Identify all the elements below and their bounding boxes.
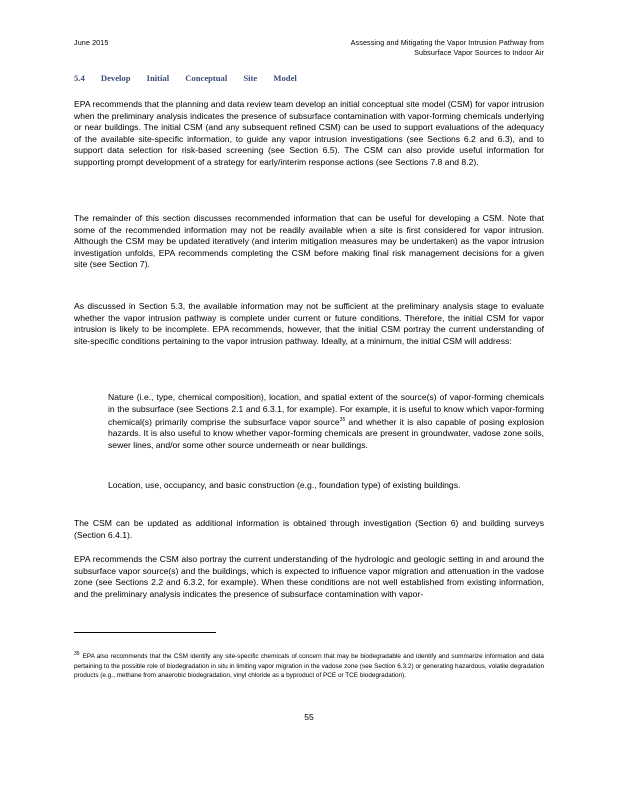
section-heading: 5.4 Develop Initial Conceptual Site Model	[74, 73, 297, 83]
bullet-marker	[74, 392, 108, 451]
bullet-item-building-location	[74, 480, 544, 492]
bullet-marker	[74, 480, 108, 492]
paragraph-csm-updates: The CSM can be updated as additional information is obtained through investigation (Section 6) and building surveys (Section 6.4.1).	[74, 518, 544, 540]
header-title-line-1: Assessing and Mitigating the Vapor Intrusion Pathway from	[350, 38, 544, 47]
paragraph-csm-remainder: The remainder of this section discusses recommended information that can be useful for developing a CSM. Note that some of the recommended information may not be readily available when a site is first considered for vapor intrusion. Although the CSM may be updated iteratively (and interim mitigation measures may be undertaken) as the vapor intrusion investigation unfolds, EPA recommends completing the CSM before making final risk management decisions for a given site (see Section 7).	[74, 213, 544, 269]
footnote-number: 35	[74, 651, 80, 657]
paragraph-hydrologic-setting: EPA recommends the CSM also portray the current understanding of the hydrologic and geologic setting in and around the subsurface vapor source(s) and the buildings, which is expected to influence vapor migration and attenuation in the vadose zone (see Sections 2.2 and 6.3.2, for example). When these conditions are not well established from existing information, and the preliminary analysis indicates the presence of subsurface contamination with vapor-	[74, 554, 544, 599]
bullet-item-source-nature	[74, 392, 544, 451]
bullet-text: Location, use, occupancy, and basic construction (e.g., foundation type) of existing buildings.	[108, 480, 461, 490]
bullet-text-part-1: Nature (i.e., type, chemical composition), location, and spatial extent of the source(s) of vapor-forming chemicals in the subsurface (see Sections 2.1 and 6.3.1, for example). For example, it is useful to know which vapor-forming chemical(s) primarily comprise the subsurface vapor source	[108, 392, 544, 427]
page-number: 55	[304, 712, 314, 722]
header-document-title	[351, 38, 544, 58]
footnote-text: EPA also recommends that the CSM identify any site-specific chemicals of concern that may be biodegradable and identify and summarize information and data pertaining to the possible role of biodegradation in situ in limiting vapor migration in the vadose zone (see Section 6.3.2) or generating hazardous, volatile degradation products (e.g., methane from anaerobic biodegradation, vinyl chloride as a byproduct of PCE or TCE biodegradation).	[74, 653, 544, 680]
bullet-text	[108, 392, 544, 451]
footnote-reference[interactable]: 35	[339, 417, 346, 423]
footnote-divider	[74, 632, 216, 633]
paragraph-initial-csm: As discussed in Section 5.3, the available information may not be sufficient at the preliminary analysis stage to evaluate whether the vapor intrusion pathway is complete under current or future conditions. Therefore, the initial CSM for vapor intrusion is likely to be incomplete. EPA recommends, however, that the initial CSM portray the current understanding of site-specific conditions pertaining to the vapor intrusion pathway. Ideally, at a minimum, the initial CSM will address:	[74, 301, 544, 346]
paragraph-csm-intro: EPA recommends that the planning and data review team develop an initial conceptual site model (CSM) for vapor intrusion when the preliminary analysis indicates the presence of subsurface contamination with vapor-forming chemicals underlying or near buildings. The initial CSM (and any subsequent refined CSM) can be used to support evaluations of the adequacy of the available site-specific information, to guide any vapor intrusion investigations (see Sections 6.2 and 6.3), and to support data selection for risk-based screening (see Section 6.5). The CSM can also provide useful information for supporting prompt development of a strategy for early/interim response actions (see Sections 7.8 and 8.2).	[74, 99, 544, 167]
header-date: June 2015	[74, 38, 109, 47]
footnote	[74, 650, 544, 681]
bullet-text-part-2: and whether it is also capable of posing explosion hazards. It is also useful to know whether vapor-forming chemicals are present in groundwater, vadose zone soils, sewer lines, and/or some other source underneath or near buildings.	[108, 416, 545, 450]
header-title-line-2: Subsurface Vapor Sources to Indoor Air	[414, 48, 544, 57]
